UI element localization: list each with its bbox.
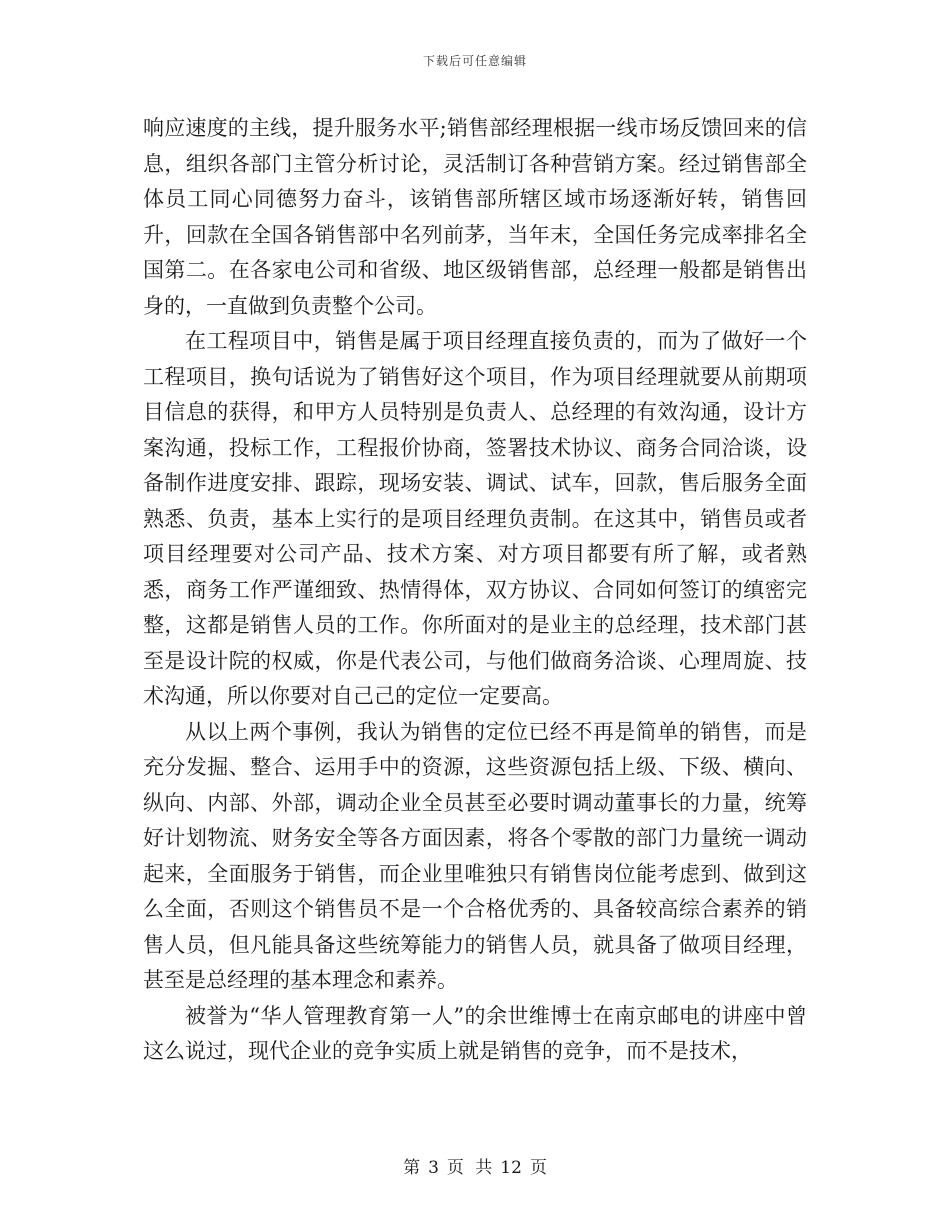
paragraph-4: 被誉为“华人管理教育第一人”的余世维博士在南京邮电的讲座中曾这么说过，现代企业的竞争实质上就是销售的竞争，而不是技术， xyxy=(143,1003,807,1063)
footer-middle: 页 共 xyxy=(446,1158,493,1178)
footer-suffix: 页 xyxy=(529,1158,547,1178)
document-body xyxy=(143,111,807,1070)
footer-current-page: 3 xyxy=(428,1158,439,1178)
page-footer xyxy=(0,1153,950,1178)
footer-total-pages: 12 xyxy=(500,1158,522,1178)
footer-prefix: 第 xyxy=(403,1158,421,1178)
page-header: 下载后可任意编辑 xyxy=(422,54,527,68)
paragraph-1: 响应速度的主线，提升服务水平;销售部经理根据一线市场反馈回来的信息，组织各部门主管分析讨论，灵活制订各种营销方案。经过销售部全体员工同心同德努力奋斗，该销售部所辖区域市场逐渐好转，销售回升，回款在全国各销售部中名列前茅，当年末，全国任务完成率排名全国第二。在各家电公司和省级、地区级销售部，总经理一般都是销售出身的，一直做到负责整个公司。 xyxy=(143,116,807,318)
paragraph-3: 从以上两个事例，我认为销售的定位已经不再是简单的销售，而是充分发掘、整合、运用手中的资源，这些资源包括上级、下级、横向、纵向、内部、外部，调动企业全员甚至必要时调动董事长的力量，统筹好计划物流、财务安全等各方面因素，将各个零散的部门力量统一调动起来，全面服务于销售，而企业里唯独只有销售岗位能考虑到、做到这么全面，否则这个销售员不是一个合格优秀的、具备较高综合素养的销售人员，但凡能具备这些统筹能力的销售人员，就具备了做项目经理，甚至是总经理的基本理念和素养。 xyxy=(143,719,807,992)
paragraph-2: 在工程项目中，销售是属于项目经理直接负责的，而为了做好一个工程项目，换句话说为了销售好这个项目，作为项目经理就要从前期项目信息的获得，和甲方人员特别是负责人、总经理的有效沟通，设计方案沟通，投标工作，工程报价协商，签署技术协议、商务合同洽谈，设备制作进度安排、跟踪，现场安装、调试、试车，回款，售后服务全面熟悉、负责，基本上实行的是项目经理负责制。在这其中，销售员或者项目经理要对公司产品、技术方案、对方项目都要有所了解，或者熟悉，商务工作严谨细致、热情得体，双方协议、合同如何签订的缜密完整，这都是销售人员的工作。你所面对的是业主的总经理，技术部门甚至是设计院的权威，你是代表公司，与他们做商务洽谈、心理周旋、技术沟通，所以你要对自己己的定位一定要高。 xyxy=(143,329,807,708)
